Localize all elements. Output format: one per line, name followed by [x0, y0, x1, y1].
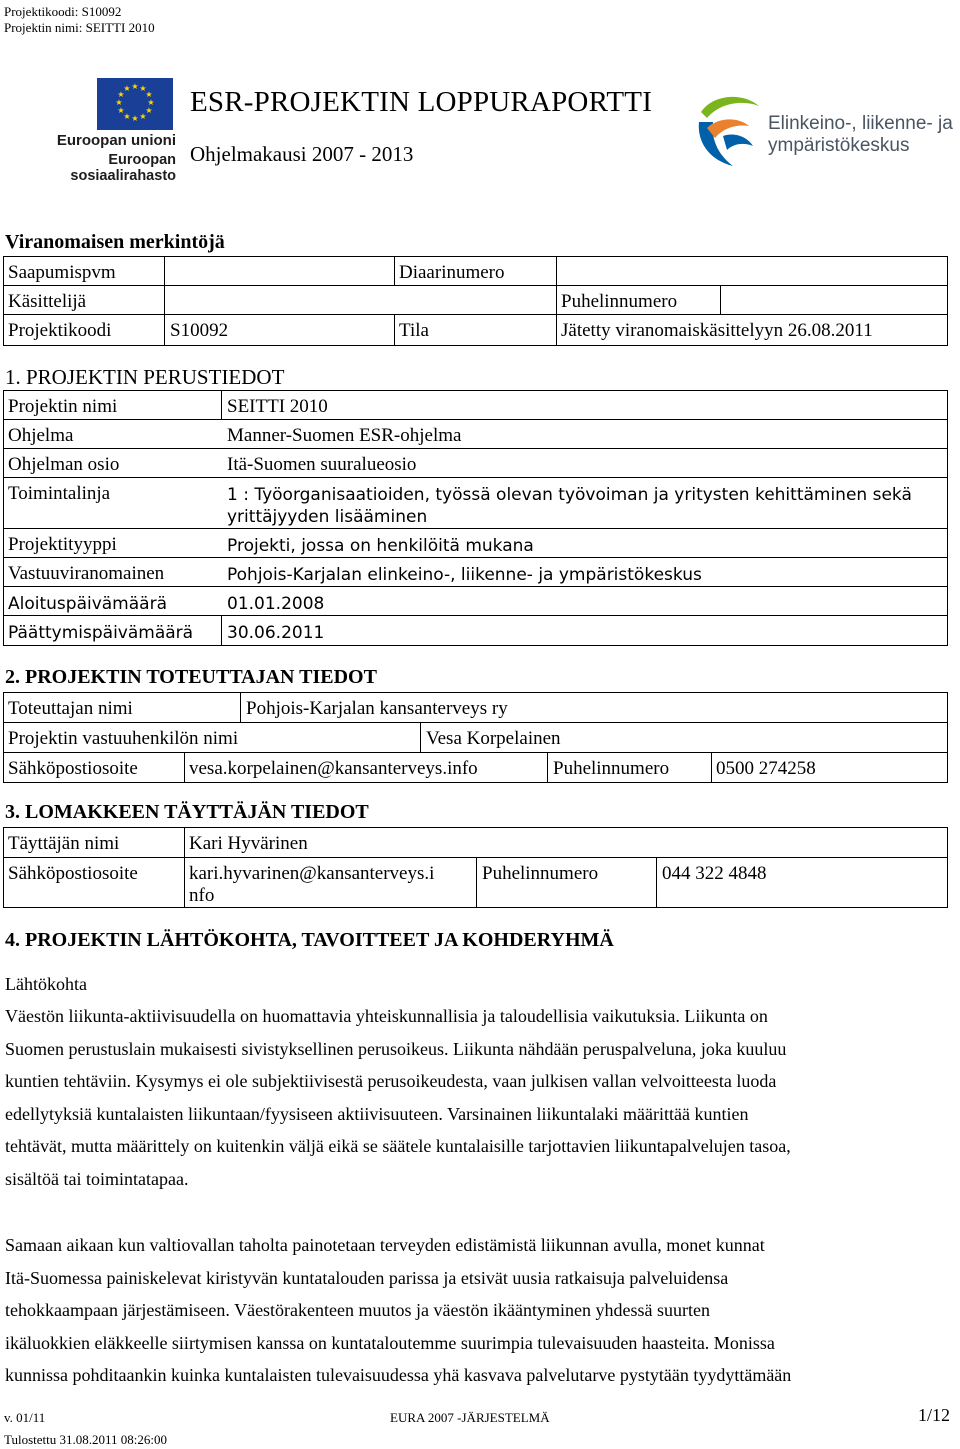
footer-version: v. 01/11 — [4, 1410, 46, 1425]
diaarinumero-label: Diaarinumero — [399, 262, 505, 283]
s1-label-projektin-nimi: Projektin nimi — [8, 396, 118, 417]
kasittelija-label: Käsittelijä — [8, 291, 87, 312]
s2-label-toteuttaja: Toteuttajan nimi — [8, 698, 133, 719]
svg-text:★: ★ — [131, 82, 139, 91]
divider — [164, 314, 165, 346]
divider — [184, 857, 185, 908]
page-title: ESR-PROJEKTIN LOPPURAPORTTI — [190, 86, 653, 118]
s1-label-toimintalinja: Toimintalinja — [8, 483, 111, 504]
section4-paragraph-2 — [5, 1229, 957, 1392]
s1-value-toimintalinja-1: 1 : Työorganisaatioiden, työssä olevan työvoiman ja yritysten kehittäminen sekä — [227, 485, 912, 505]
paragraph-line: Väestön liikunta-aktiivisuudella on huomattavia yhteiskunnallisia ja taloudellisia vaikutuksia. Liikunta on — [5, 1006, 768, 1026]
tila-label: Tila — [399, 320, 429, 341]
tila-value: Jätetty viranomaiskäsittelyyn 26.08.2011 — [561, 320, 873, 341]
svg-text:★: ★ — [117, 90, 125, 99]
footer-system: EURA 2007 -JÄRJESTELMÄ — [390, 1410, 550, 1425]
s1-label-ohjelma: Ohjelma — [8, 425, 74, 446]
paragraph-line: sisältöä tai toimintatapaa. — [5, 1168, 189, 1189]
divider — [240, 692, 241, 723]
divider — [720, 285, 721, 315]
eu-flag-logo — [97, 78, 173, 130]
divider — [420, 722, 421, 753]
divider — [184, 827, 185, 858]
header-project-code: Projektikoodi: S10092 — [4, 4, 122, 19]
projektikoodi-value: S10092 — [170, 320, 229, 341]
s1-value-projektityyppi: Projekti, jossa on henkilöitä mukana — [227, 536, 534, 556]
divider — [656, 857, 657, 908]
svg-text:★: ★ — [139, 84, 147, 93]
paragraph-line: kuntien tehtäviin. Kysymys ei ole subjektiivisestä perusoikeudesta, vaan julkisen vallan velvoitteesta luoda — [5, 1071, 777, 1092]
paragraph-line: kunnissa pohditaankin kuinka kuntalaisten tulevaisuudessa yhä kasvava palvelutarve pystytään tyydyttämään — [5, 1365, 792, 1386]
divider — [221, 615, 222, 646]
divider — [164, 256, 165, 286]
s3-value-email-1: kari.hyvarinen@kansanterveys.i — [189, 863, 435, 884]
divider — [547, 752, 548, 783]
eu-stars-icon — [97, 78, 173, 130]
section4-subheading: Lähtökohta — [5, 974, 87, 994]
s1-row-name — [3, 390, 948, 420]
eu-logo-text-1: Euroopan unioni — [56, 132, 176, 149]
footer-page-number: 1/12 — [918, 1405, 951, 1425]
section4-heading: 4. PROJEKTIN LÄHTÖKOHTA, TAVOITTEET JA KOHDERYHMÄ — [5, 929, 614, 951]
s1-value-vastuuviranomainen: Pohjois-Karjalan elinkeino-, liikenne- ja ympäristökeskus — [227, 565, 702, 585]
s3-label-email: Sähköpostiosoite — [8, 863, 138, 884]
svg-text:★: ★ — [115, 98, 123, 107]
s1-label-projektityyppi: Projektityyppi — [8, 534, 117, 555]
s1-value-toimintalinja-2: yrittäjyyden lisääminen — [227, 507, 428, 527]
paragraph-line: tehtävät, mutta määrittely on kuitenkin väljä eikä se säätele kuntalaisille tarjottavien liikuntapalvelujen tasoa, — [5, 1136, 791, 1157]
divider — [556, 285, 557, 315]
divider — [394, 256, 395, 286]
divider — [476, 857, 477, 908]
authority-row-2 — [3, 285, 948, 315]
divider — [556, 256, 557, 286]
svg-text:★: ★ — [147, 98, 155, 107]
svg-text:★: ★ — [145, 90, 153, 99]
s2-value-toteuttaja: Pohjois-Karjalan kansanterveys ry — [246, 698, 508, 719]
s1-row-osio — [3, 448, 948, 478]
s2-value-phone: 0500 274258 — [716, 758, 816, 779]
s1-label-osio: Ohjelman osio — [8, 454, 120, 475]
s1-label-vastuuviranomainen: Vastuuviranomainen — [8, 563, 165, 584]
s2-value-email: vesa.korpelainen@kansanterveys.info — [189, 758, 478, 779]
s1-value-paattymis: 30.06.2011 — [227, 623, 325, 643]
paragraph-line: edellytyksiä kuntalaisten liikuntaan/fyysiseen aktiivisuuteen. Varsinainen liikuntalaki määrittää kuntien — [5, 1103, 749, 1124]
header-project-name: Projektin nimi: SEITTI 2010 — [4, 20, 155, 35]
saapumispvm-label: Saapumispvm — [8, 262, 116, 283]
divider — [711, 752, 712, 783]
ely-logo-text-2: ympäristökeskus — [768, 135, 910, 156]
projektikoodi-label: Projektikoodi — [8, 320, 112, 341]
svg-text:★: ★ — [145, 106, 153, 115]
authority-phone-label: Puhelinnumero — [561, 291, 678, 312]
svg-text:★: ★ — [131, 114, 139, 123]
s3-label-phone: Puhelinnumero — [482, 863, 599, 884]
paragraph-line: Suomen perustuslain mukaisesti sivistyksellinen perusoikeus. Liikunta nähdään peruspalveluna, joka kuuluu — [5, 1038, 787, 1059]
ely-logo-text-1: Elinkeino-, liikenne- ja — [768, 113, 953, 134]
footer-printed: Tulostettu 31.08.2011 08:26:00 — [4, 1432, 168, 1447]
s3-value-email-2: nfo — [189, 885, 215, 906]
page-subtitle: Ohjelmakausi 2007 - 2013 — [190, 142, 414, 166]
ely-logo-icon — [693, 92, 763, 170]
authority-heading: Viranomaisen merkintöjä — [5, 231, 225, 253]
eu-logo-text-2: Euroopan sosiaalirahasto — [70, 152, 176, 184]
s1-row-ohjelma — [3, 419, 948, 449]
paragraph-line: Itä-Suomessa painiskelevat kiristyvän kuntatalouden parissa ja etsivät uusia ratkaisuja palveluidensa — [5, 1267, 729, 1288]
divider — [556, 314, 557, 346]
paragraph-line: tehokkaampaan järjestämiseen. Väestörakenteen muutos ja väestön ikääntyminen yhdessä suurten — [5, 1300, 710, 1321]
s3-value-name: Kari Hyvärinen — [189, 833, 308, 854]
s3-label-name: Täyttäjän nimi — [8, 833, 120, 854]
section1-heading: 1. PROJEKTIN PERUSTIEDOT — [5, 365, 285, 389]
section3-heading: 3. LOMAKKEEN TÄYTTÄJÄN TIEDOT — [5, 801, 369, 823]
section4-paragraph-1 — [5, 1000, 957, 1196]
s1-value-projektin-nimi: SEITTI 2010 — [227, 396, 328, 417]
s3-value-phone: 044 322 4848 — [662, 863, 767, 884]
section2-heading: 2. PROJEKTIN TOTEUTTAJAN TIEDOT — [5, 666, 377, 688]
s2-label-email: Sähköpostiosoite — [8, 758, 138, 779]
s3-row-name — [3, 827, 948, 858]
s1-value-ohjelma: Manner-Suomen ESR-ohjelma — [227, 425, 462, 446]
s1-value-aloitus: 01.01.2008 — [227, 594, 325, 614]
svg-text:★: ★ — [139, 112, 147, 121]
s1-value-osio: Itä-Suomen suuralueosio — [227, 454, 417, 475]
svg-text:★: ★ — [123, 84, 131, 93]
s1-label-paattymis: Päättymispäivämäärä — [8, 623, 194, 643]
divider — [164, 285, 165, 315]
s2-label-phone: Puhelinnumero — [553, 758, 670, 779]
paragraph-line: Samaan aikaan kun valtiovallan taholta painotetaan terveyden edistämistä liikunnan avulla, monet kunnat — [5, 1235, 765, 1255]
divider — [221, 390, 222, 420]
s2-value-vastuuhenkilo: Vesa Korpelainen — [426, 728, 561, 749]
divider — [394, 314, 395, 346]
svg-text:★: ★ — [123, 112, 131, 121]
s2-label-vastuuhenkilo: Projektin vastuuhenkilön nimi — [8, 728, 239, 749]
s1-label-aloitus: Aloituspäivämäärä — [8, 594, 167, 614]
divider — [184, 752, 185, 783]
paragraph-line: ikäluokkien eläkkeelle siirtymisen kanssa on kuntataloutemme suurimpia tulevaisuuden haasteita. Monissa — [5, 1332, 775, 1353]
svg-text:★: ★ — [117, 106, 125, 115]
